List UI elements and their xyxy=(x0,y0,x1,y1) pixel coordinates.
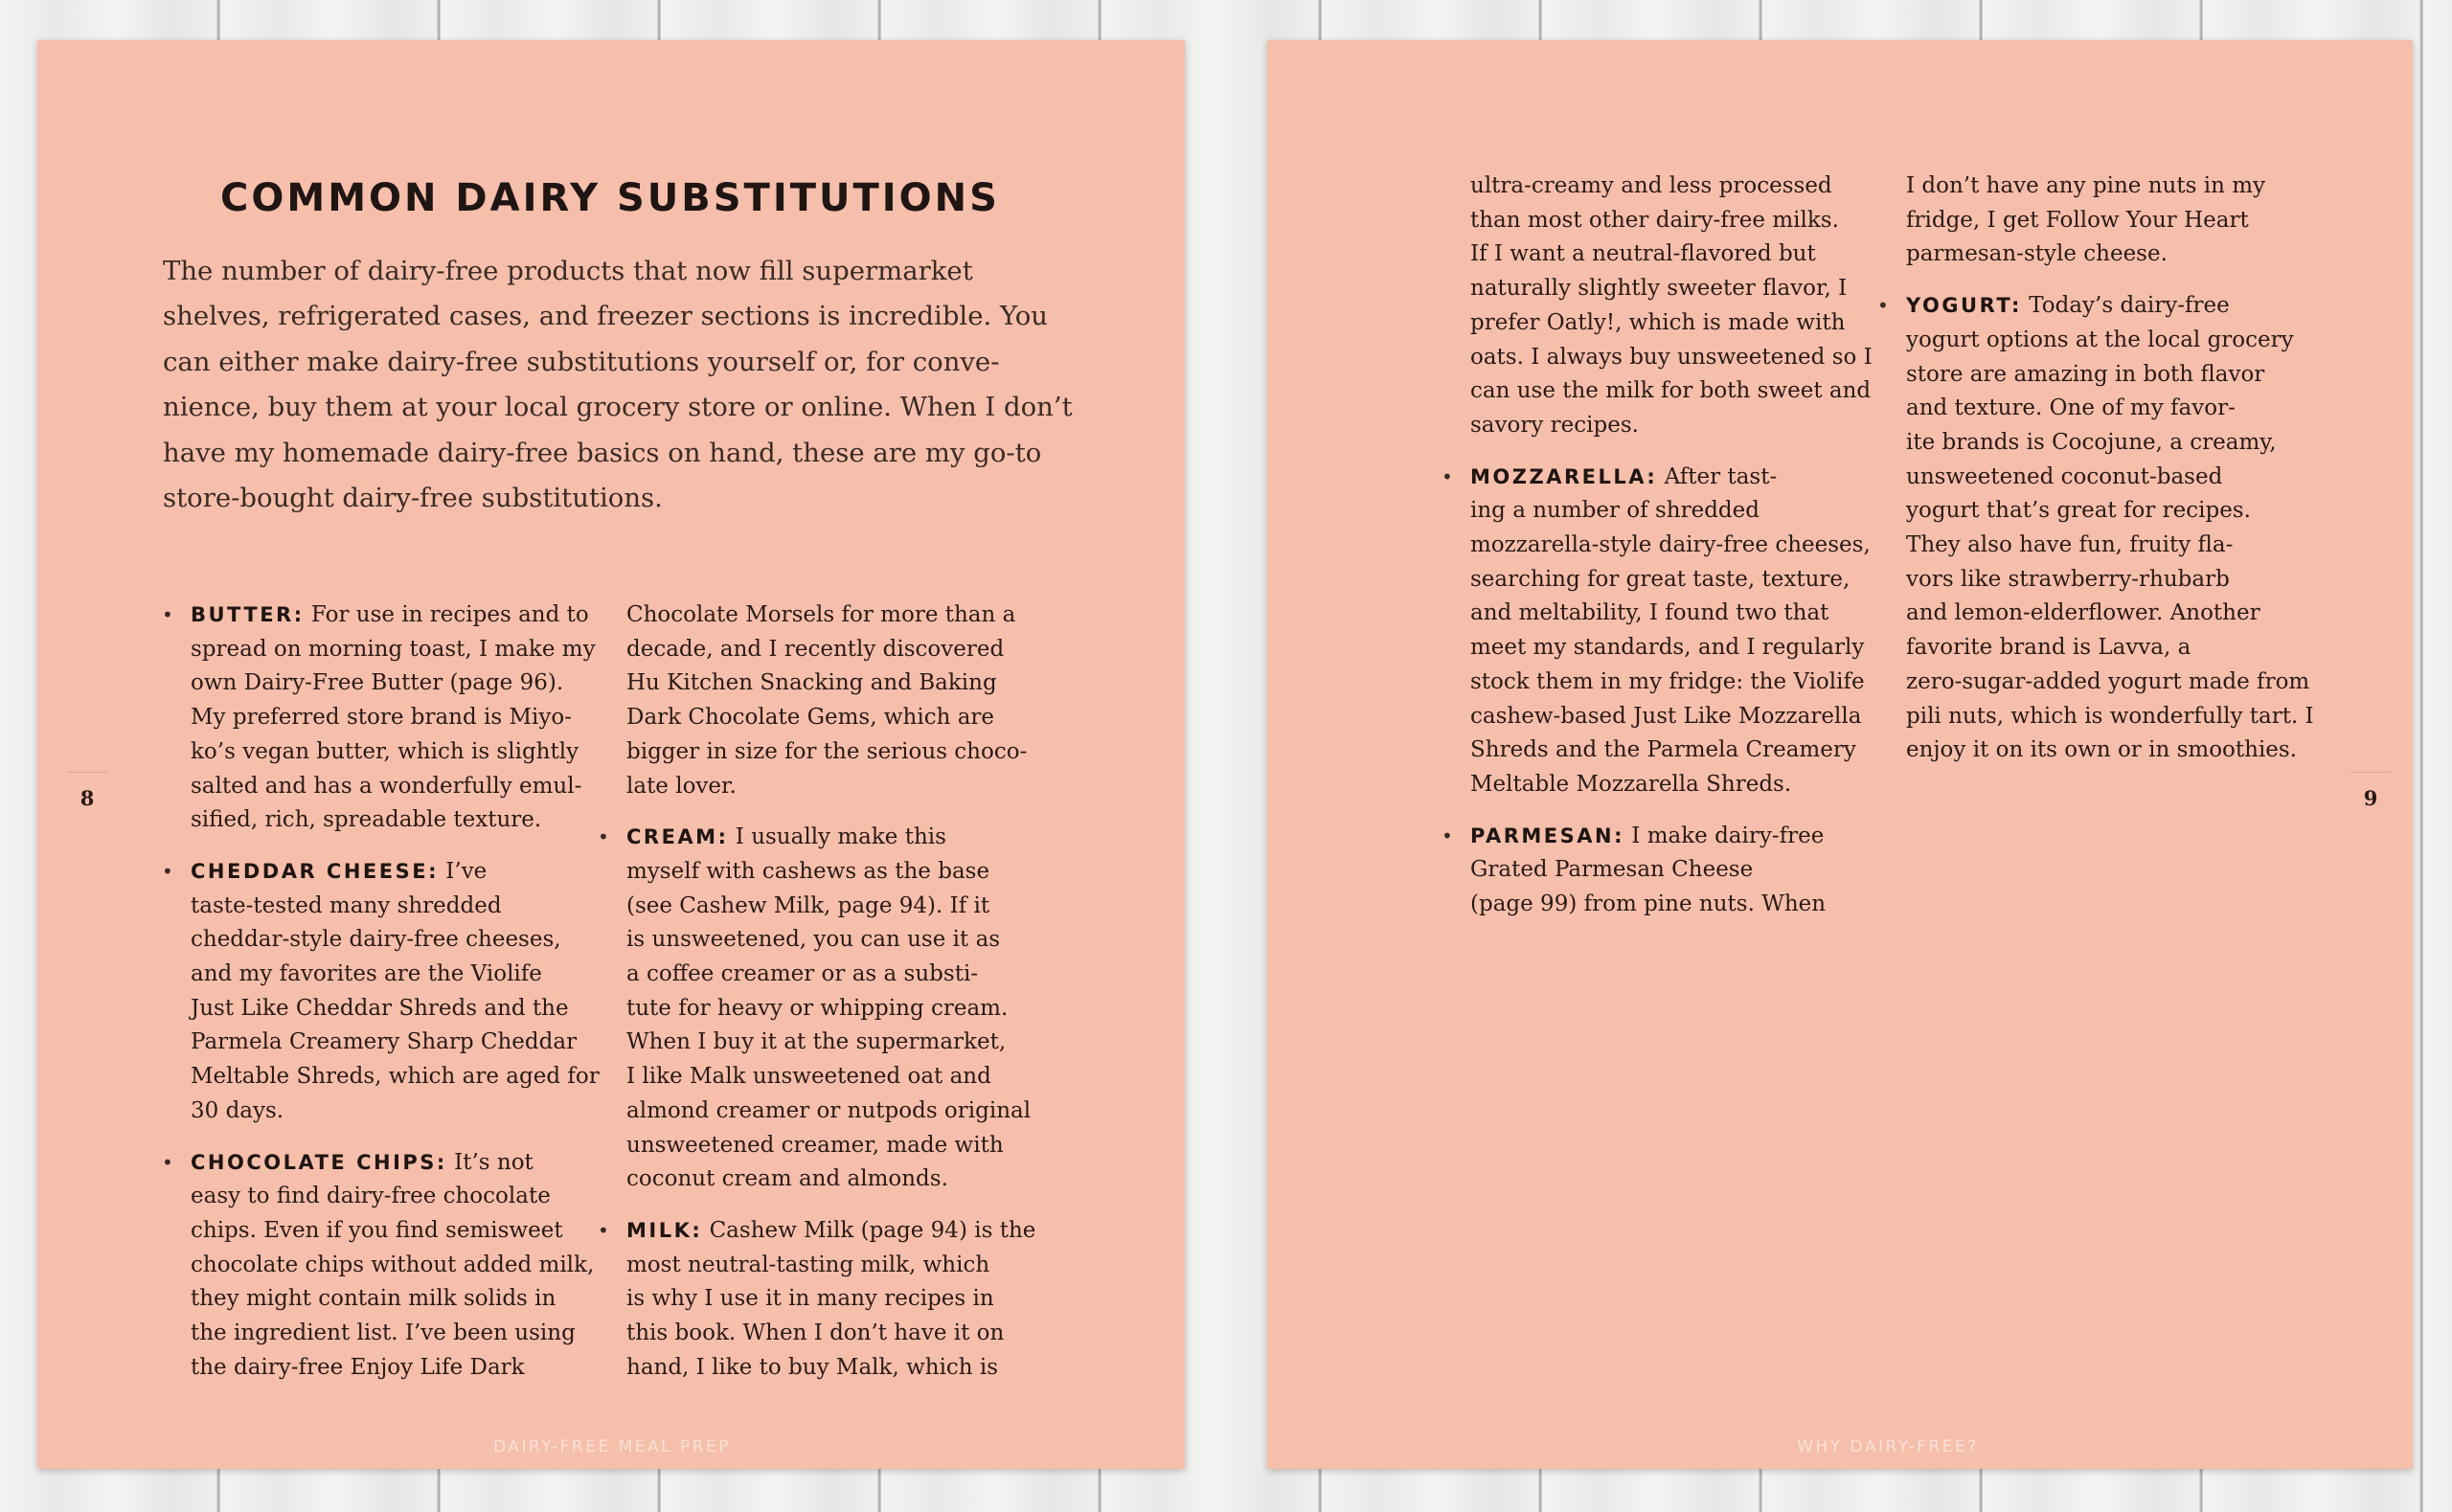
item-text: is why I use it in many recipes in xyxy=(626,1286,994,1312)
item-lead: YOGURT: xyxy=(1906,294,2022,318)
left-page xyxy=(37,40,1185,1469)
item-text: unsweetened coconut-based xyxy=(1906,463,2223,489)
item-text: naturally slightly sweeter flavor, I xyxy=(1470,276,1848,302)
right-column-2 xyxy=(1877,169,2314,768)
item-text: a coffee creamer or as a substi- xyxy=(626,961,979,987)
item-text: cashew-based Just Like Mozzarella xyxy=(1470,703,1862,729)
item-text: For use in recipes and to xyxy=(304,602,589,627)
intro-line: have my homemade dairy-free basics on hand, these are my go-to xyxy=(163,437,1042,468)
item-text: They also have fun, fruity fla- xyxy=(1906,532,2234,558)
item-text: Hu Kitchen Snacking and Baking xyxy=(626,670,997,696)
item-lead: BUTTER: xyxy=(191,603,305,626)
item-lead: MILK: xyxy=(626,1218,703,1242)
list-item-cheddar xyxy=(162,855,600,1129)
item-text: tute for heavy or whipping cream. xyxy=(626,995,1009,1021)
item-text: I usually make this xyxy=(728,824,946,850)
item-text: Today’s dairy-free xyxy=(2021,293,2230,319)
item-text: the ingredient list. I’ve been using xyxy=(191,1320,576,1346)
page-number-text: 9 xyxy=(2363,786,2378,810)
item-text: enjoy it on its own or in smoothies. xyxy=(1906,737,2298,763)
item-text: ing a number of shredded xyxy=(1470,498,1760,524)
item-text: parmesan-style cheese. xyxy=(1906,241,2168,267)
bullet-icon: • xyxy=(162,1150,173,1174)
item-lead: PARMESAN: xyxy=(1470,824,1624,847)
left-column-2 xyxy=(598,598,1036,1385)
item-lead: CHEDDAR CHEESE: xyxy=(191,859,439,883)
item-text: decade, and I recently discovered xyxy=(626,636,1005,662)
list-item-continuation xyxy=(1470,169,1873,443)
intro-line: nience, buy them at your local grocery store or online. When I don’t xyxy=(163,392,1073,423)
bullet-icon: • xyxy=(1877,294,1889,318)
bullet-icon: • xyxy=(162,859,173,883)
item-text: Shreds and the Parmela Creamery xyxy=(1470,737,1856,763)
item-text: Meltable Shreds, which are aged for xyxy=(191,1064,600,1090)
item-text: salted and has a wonderfully emul- xyxy=(191,773,582,799)
item-text: than most other dairy-free milks. xyxy=(1470,207,1839,233)
item-text: mozzarella-style dairy-free cheeses, xyxy=(1470,532,1871,558)
item-text: easy to find dairy-free chocolate xyxy=(191,1184,551,1209)
item-text: cheddar-style dairy-free cheeses, xyxy=(191,927,561,953)
list-item-continuation xyxy=(626,598,1028,803)
item-text: late lover. xyxy=(626,773,737,799)
item-text: yogurt that’s great for recipes. xyxy=(1906,498,2251,524)
item-text: I’ve xyxy=(438,858,488,884)
item-text: My preferred store brand is Miyo- xyxy=(191,705,573,731)
bullet-icon: • xyxy=(598,825,609,849)
list-item-continuation xyxy=(1906,169,2284,272)
item-lead: CHOCOLATE CHIPS: xyxy=(191,1150,447,1174)
item-text: savory recipes. xyxy=(1470,412,1639,438)
bullet-icon: • xyxy=(162,603,173,626)
item-text: the dairy-free Enjoy Life Dark xyxy=(191,1354,525,1380)
item-text: zero-sugar-added yogurt made from xyxy=(1906,668,2310,694)
left-column-1 xyxy=(162,598,600,1385)
item-text: is unsweetened, you can use it as xyxy=(626,927,1001,953)
page-number-text: 8 xyxy=(79,786,95,810)
list-item-mozzarella xyxy=(1442,461,1871,802)
item-text: unsweetened creamer, made with xyxy=(626,1132,1004,1158)
item-text: most neutral-tasting milk, which xyxy=(626,1252,990,1277)
item-text: I like Malk unsweetened oat and xyxy=(626,1064,991,1090)
right-column-1 xyxy=(1442,169,1873,922)
item-text: and lemon-elderflower. Another xyxy=(1906,600,2260,626)
item-text: and my favorites are the Violife xyxy=(191,961,542,987)
item-text: ite brands is Cocojune, a creamy, xyxy=(1906,429,2277,455)
item-text: chips. Even if you find semisweet xyxy=(191,1217,563,1243)
item-text: After tast- xyxy=(1657,463,1778,489)
item-text: yogurt options at the local grocery xyxy=(1906,327,2294,352)
list-item-parmesan xyxy=(1442,820,1849,922)
running-footer: DAIRY-FREE MEAL PREP xyxy=(492,1437,732,1456)
running-footer: WHY DAIRY-FREE? xyxy=(1797,1437,1979,1456)
list-item-chocolate-chips xyxy=(162,1146,595,1386)
bullet-icon: • xyxy=(598,1218,609,1242)
item-text: taste-tested many shredded xyxy=(191,892,502,918)
page-title: COMMON DAIRY SUBSTITUTIONS xyxy=(220,176,1000,220)
item-text: When I buy it at the supermarket, xyxy=(626,1029,1007,1055)
item-text: own Dairy-Free Butter (page 96). xyxy=(191,670,564,696)
item-text: Just Like Cheddar Shreds and the xyxy=(191,995,569,1021)
item-text: Meltable Mozzarella Shreds. xyxy=(1470,771,1792,797)
intro-line: store-bought dairy-free substitutions. xyxy=(163,483,663,514)
item-lead: CREAM: xyxy=(626,825,729,849)
item-text: pili nuts, which is wonderfully tart. I xyxy=(1906,703,2314,729)
item-text: bigger in size for the serious choco- xyxy=(626,738,1028,764)
item-text: coconut cream and almonds. xyxy=(626,1166,948,1192)
intro-line: can either make dairy-free substitutions yourself or, for conve- xyxy=(163,346,1000,377)
item-text: (page 99) from pine nuts. When xyxy=(1470,891,1827,917)
item-text: vors like strawberry-rhubarb xyxy=(1906,566,2230,592)
item-text: spread on morning toast, I make my xyxy=(191,636,596,662)
item-text: ultra-creamy and less processed xyxy=(1470,173,1832,198)
list-item-milk xyxy=(598,1214,1036,1386)
bullet-icon: • xyxy=(1442,464,1453,488)
item-text: searching for great taste, texture, xyxy=(1470,566,1850,592)
item-text: ko’s vegan butter, which is slightly xyxy=(191,738,579,764)
list-item-butter xyxy=(162,598,596,838)
item-text: this book. When I don’t have it on xyxy=(626,1320,1005,1346)
intro-paragraph xyxy=(163,249,1073,521)
page-number xyxy=(2342,772,2399,810)
item-text: chocolate chips without added milk, xyxy=(191,1252,595,1277)
item-text: I make dairy-free xyxy=(1623,823,1825,848)
item-text: Dark Chocolate Gems, which are xyxy=(626,705,995,731)
item-text: stock them in my fridge: the Violife xyxy=(1470,668,1865,694)
item-text: Grated Parmesan Cheese xyxy=(1470,857,1754,883)
right-page xyxy=(1267,40,2413,1469)
item-text: It’s not xyxy=(446,1149,534,1175)
item-text: and meltability, I found two that xyxy=(1470,600,1829,626)
intro-line: shelves, refrigerated cases, and freezer sections is incredible. You xyxy=(163,301,1049,332)
item-text: If I want a neutral-flavored but xyxy=(1470,241,1816,267)
item-text: meet my standards, and I regularly xyxy=(1470,635,1865,661)
item-text: Chocolate Morsels for more than a xyxy=(626,602,1016,627)
list-item-cream xyxy=(598,821,1032,1197)
page-number xyxy=(58,772,116,810)
item-text: can use the milk for both sweet and xyxy=(1470,378,1872,404)
page-number-rule xyxy=(2350,772,2391,773)
page-number-rule xyxy=(67,772,107,773)
item-text: I don’t have any pine nuts in my xyxy=(1906,173,2265,198)
item-text: myself with cashews as the base xyxy=(626,858,990,884)
intro-line: The number of dairy-free products that now fill supermarket xyxy=(163,256,973,286)
item-text: and texture. One of my favor- xyxy=(1906,395,2236,421)
item-text: sified, rich, spreadable texture. xyxy=(191,807,542,833)
item-text: they might contain milk solids in xyxy=(191,1286,556,1312)
item-text: fridge, I get Follow Your Heart xyxy=(1906,207,2249,233)
item-text: oats. I always buy unsweetened so I xyxy=(1470,344,1873,370)
item-text: favorite brand is Lavva, a xyxy=(1906,635,2191,661)
item-text: (see Cashew Milk, page 94). If it xyxy=(626,892,990,918)
item-text: Cashew Milk (page 94) is the xyxy=(702,1217,1036,1243)
item-text: Parmela Creamery Sharp Cheddar xyxy=(191,1029,578,1055)
bullet-icon: • xyxy=(1442,824,1453,847)
item-text: store are amazing in both flavor xyxy=(1906,361,2265,387)
item-text: 30 days. xyxy=(191,1097,284,1123)
item-lead: MOZZARELLA: xyxy=(1470,464,1658,488)
item-text: hand, I like to buy Malk, which is xyxy=(626,1354,999,1380)
list-item-yogurt xyxy=(1877,289,2314,768)
item-text: prefer Oatly!, which is made with xyxy=(1470,309,1846,335)
item-text: almond creamer or nutpods original xyxy=(626,1097,1032,1123)
